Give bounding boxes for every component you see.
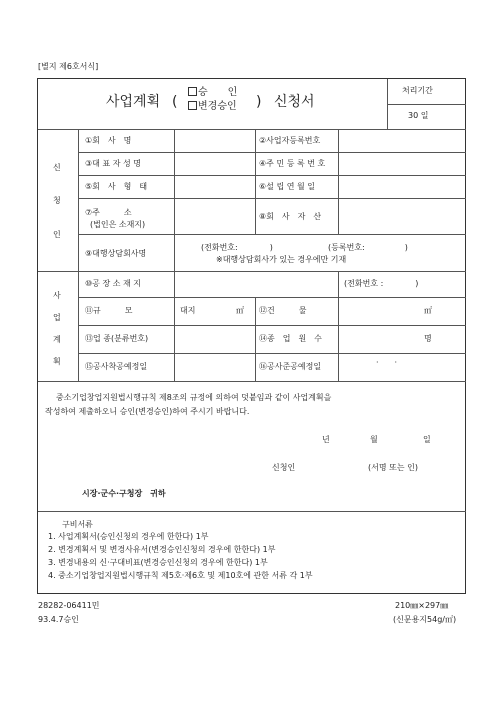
field-scale: ⑪규 모 (85, 306, 133, 315)
agency-reg-hint: (등록번호: ) (328, 243, 408, 252)
option-change-approval: 변경승인 (188, 101, 237, 113)
statement-line-1: 중소기업창업지원법시행규칙 제8조의 규정에 의하여 덧붙임과 같이 사업계획을 (56, 393, 332, 402)
field-business-reg-no: ②사업자등록번호 (259, 136, 321, 145)
form-title-main: 사업계획 (106, 94, 161, 110)
divider (78, 175, 466, 176)
divider (38, 129, 466, 130)
field-end-date: ⑯공사준공예정일 (259, 362, 322, 371)
form-title-suffix: 신청서 (274, 94, 315, 110)
divider (78, 129, 79, 381)
field-address-note: (법인은 소재지) (90, 220, 146, 229)
divider (255, 297, 256, 381)
section-label-char: 사 (53, 291, 61, 300)
title-close-paren: ) (256, 94, 262, 110)
signature-hint: (서명 또는 인) (368, 463, 418, 472)
divider (174, 129, 175, 381)
field-address: ⑦주 소 (85, 208, 132, 217)
field-employees: ⑭종 업 원 수 (259, 334, 322, 343)
footer-size: 210㎜×297㎜ (395, 601, 449, 610)
field-representative: ③대 표 자 성 명 (85, 159, 141, 168)
section-label-char: 신 (53, 163, 61, 172)
statement-line-2: 작성하여 제출하오니 승인(변경승인)하여 주시기 바랍니다. (45, 407, 250, 416)
employees-unit: 명 (424, 334, 432, 343)
date-year: 년 (322, 435, 330, 444)
recipient: 시장·군수·구청장 귀하 (82, 489, 166, 498)
date-month: 월 (370, 435, 378, 444)
land-unit: ㎡ (236, 306, 244, 315)
document-item: 4. 중소기업창업지원법시행규칙 제5호·제6호 및 제10호에 관한 서류 각 1부 (48, 571, 313, 580)
date-day: 일 (423, 435, 431, 444)
divider (255, 129, 256, 234)
section-label-char: 획 (53, 357, 61, 366)
field-industry: ⑬업 종(분류번호) (85, 334, 149, 343)
divider (387, 104, 466, 105)
checkbox-icon (188, 101, 197, 110)
section-label-char: 계 (53, 335, 61, 344)
agency-phone-hint: (전화번호: ) (201, 243, 273, 252)
footer-paper: (신문용지54g/㎡) (393, 615, 457, 624)
option-approval: 승 인 (188, 87, 237, 99)
building-unit: ㎡ (424, 306, 432, 315)
divider (338, 297, 339, 381)
divider (38, 511, 466, 512)
field-factory-location: ⑩공 장 소 재 지 (85, 279, 141, 288)
field-established: ⑥설 립 연 월 일 (259, 182, 315, 191)
field-company-type: ⑤회 사 형 태 (85, 182, 148, 191)
divider (338, 129, 339, 234)
processing-value: 30 일 (408, 111, 429, 120)
footer-code: 28282-06411민 (38, 601, 100, 610)
divider (78, 353, 466, 354)
field-building: ⑫건 물 (259, 306, 307, 315)
document-item: 2. 변경계획서 및 변경사유서(변경승인신청의 경우에 한한다) 1부 (48, 545, 276, 554)
footer-approval: 93.4.7승인 (38, 615, 79, 624)
factory-phone-hint: (전화번호 : ) (344, 279, 419, 288)
section-label-char: 업 (53, 313, 61, 322)
field-resident-no: ④주 민 등 록 번 호 (259, 159, 326, 168)
divider (78, 297, 466, 298)
divider (78, 152, 466, 153)
divider (78, 234, 466, 235)
field-company-name: ①회 사 명 (85, 136, 132, 145)
divider (78, 198, 466, 199)
applicant-sign-label: 신청인 (272, 463, 296, 472)
document-item: 1. 사업계획서(승인신청의 경우에 한한다) 1부 (48, 532, 209, 541)
checkbox-icon (188, 87, 197, 96)
divider (38, 381, 466, 382)
land-label: 대지 (180, 306, 196, 315)
field-start-date: ⑮공사착공예정일 (85, 362, 148, 371)
title-open-paren: ( (172, 94, 178, 110)
application-form (37, 78, 466, 594)
section-label-char: 청 (53, 196, 61, 205)
divider (338, 271, 339, 297)
form-number: [별지 제6호서식] (38, 62, 99, 71)
document-item: 3. 변경내용의 신·구대비표(변경승인신청의 경우에 한한다) 1부 (48, 558, 268, 567)
section-label-char: 인 (53, 230, 61, 239)
divider (38, 271, 466, 272)
end-date-dots: · · (376, 358, 398, 367)
field-agency: ⑨대행상담회사명 (85, 249, 147, 258)
documents-header: 구비서류 (62, 520, 93, 529)
field-capital: ⑧회 사 자 산 (259, 212, 322, 221)
agency-note: ※대행상담회사가 있는 경우에만 기재 (216, 255, 347, 264)
processing-label: 처리기간 (402, 86, 433, 95)
divider (78, 325, 466, 326)
